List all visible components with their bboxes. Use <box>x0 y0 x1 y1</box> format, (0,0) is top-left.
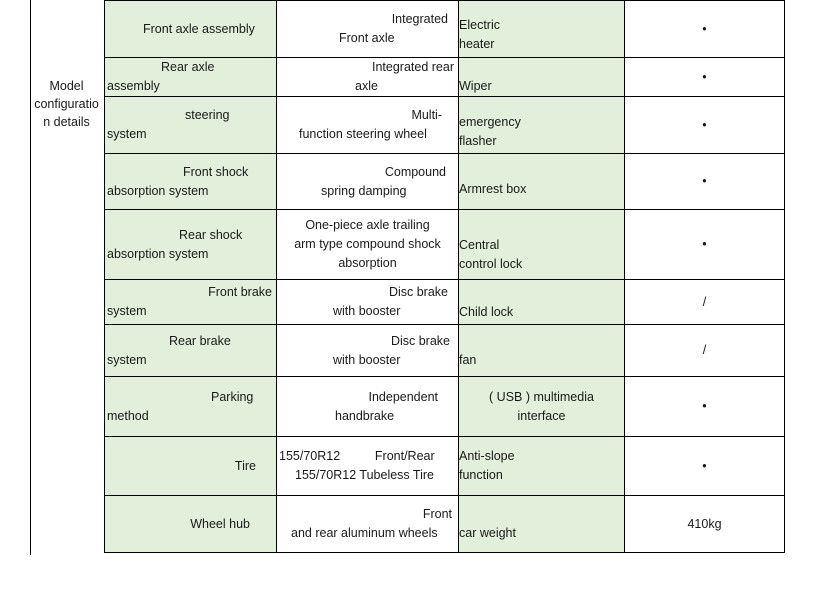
component-line: Front brake <box>208 285 272 299</box>
table-row <box>105 1 785 58</box>
component-cell <box>105 377 277 437</box>
feature-cell <box>459 496 625 553</box>
component-line: system <box>107 127 147 141</box>
spec-line: Disc brake <box>390 333 450 348</box>
feature-line: ( USB ) multimedia <box>489 389 594 404</box>
spec-line: One-piece axle trailing <box>305 218 430 232</box>
spec-line: Front axle <box>339 31 395 45</box>
spec-line: Multi- <box>411 108 442 122</box>
spec-line: Integrated rear <box>372 60 454 74</box>
table-row <box>105 496 785 553</box>
value-cell: • <box>625 97 785 154</box>
spec-cell <box>277 377 459 437</box>
component-cell <box>105 210 277 280</box>
section-label-line: n details <box>43 115 90 129</box>
spec-cell <box>277 437 459 496</box>
feature-cell <box>459 280 625 325</box>
spec-cell <box>277 97 459 154</box>
feature-line: Electric <box>459 18 500 32</box>
feature-line: function <box>459 468 503 482</box>
spec-line: spring damping <box>321 183 407 198</box>
value-cell: / <box>625 280 785 325</box>
component-cell <box>105 280 277 325</box>
feature-line: Armrest box <box>459 182 527 196</box>
feature-cell <box>459 210 625 280</box>
feature-line: fan <box>459 353 477 367</box>
feature-line: Central <box>459 237 500 252</box>
table-row <box>105 58 785 97</box>
section-label <box>31 77 102 131</box>
spec-cell <box>277 280 459 325</box>
configuration-table <box>104 0 785 553</box>
feature-cell <box>459 325 625 377</box>
feature-line: Wiper <box>459 78 492 93</box>
feature-line: interface <box>517 408 566 423</box>
value-cell: • <box>625 58 785 97</box>
component-line: Parking <box>211 389 254 404</box>
spec-line: absorption <box>338 256 397 270</box>
component-line: Rear axle <box>161 60 215 74</box>
spec-line: Integrated <box>391 12 448 26</box>
component-line: Rear brake <box>169 333 231 348</box>
table-row <box>105 154 785 210</box>
feature-line: emergency <box>459 115 521 129</box>
value-cell: • <box>625 210 785 280</box>
spec-cell <box>277 154 459 210</box>
component-line: system <box>107 304 147 318</box>
spec-line: function steering wheel <box>299 127 427 141</box>
table-row <box>105 210 785 280</box>
table-row <box>105 437 785 496</box>
feature-line: flasher <box>459 134 497 148</box>
component-line: absorption system <box>107 183 209 198</box>
component-line: steering <box>185 108 230 122</box>
spec-line: arm type compound shock <box>294 237 441 251</box>
feature-cell <box>459 97 625 154</box>
component-cell <box>105 325 277 377</box>
table-row <box>105 97 785 154</box>
component-cell <box>105 154 277 210</box>
component-line: Front shock <box>183 164 249 179</box>
feature-cell <box>459 154 625 210</box>
component-line: absorption system <box>107 246 209 261</box>
spec-line: and rear aluminum wheels <box>291 526 438 540</box>
spec-cell <box>277 325 459 377</box>
feature-cell <box>459 58 625 97</box>
component-cell <box>105 97 277 154</box>
component-line: method <box>107 408 149 423</box>
value-cell: • <box>625 154 785 210</box>
table-row <box>105 325 785 377</box>
feature-line: heater <box>459 37 495 51</box>
feature-line: Anti-slope <box>459 449 515 463</box>
spec-line: axle <box>355 79 378 93</box>
section-label-line: configuratio <box>34 97 99 111</box>
spec-cell <box>277 1 459 58</box>
spec-line: 155/70R12 Tubeless Tire <box>295 468 434 482</box>
component-line: system <box>107 352 147 367</box>
feature-cell <box>459 1 625 58</box>
value-cell: • <box>625 377 785 437</box>
table-row <box>105 280 785 325</box>
value-cell: 410kg <box>625 496 785 553</box>
spec-line: Front <box>422 507 452 521</box>
table-row <box>105 377 785 437</box>
component-cell <box>105 1 277 58</box>
feature-line: Child lock <box>459 304 514 319</box>
component-line: assembly <box>107 79 160 93</box>
spec-line: Independent <box>368 389 438 404</box>
spec-line: Disc brake <box>388 285 448 299</box>
section-label-line: Model <box>49 79 84 93</box>
feature-cell <box>459 377 625 437</box>
spec-line: 155/70R12 Front/Rear <box>279 449 435 463</box>
component-text: Tire <box>234 458 256 473</box>
value-cell: • <box>625 437 785 496</box>
spec-cell <box>277 58 459 97</box>
value-cell: • <box>625 1 785 58</box>
spec-cell <box>277 496 459 553</box>
feature-cell <box>459 437 625 496</box>
component-cell <box>105 496 277 553</box>
component-cell <box>105 58 277 97</box>
spec-cell <box>277 210 459 280</box>
value-cell: / <box>625 325 785 377</box>
spec-line: with booster <box>333 352 401 367</box>
component-line: Rear shock <box>179 227 243 242</box>
component-cell <box>105 437 277 496</box>
spec-line: with booster <box>333 304 401 318</box>
component-text: Wheel hub <box>190 516 250 531</box>
component-text: Front axle assembly <box>143 21 255 36</box>
spec-line: Compound <box>384 164 446 179</box>
feature-line: car weight <box>459 525 516 540</box>
spec-line: handbrake <box>335 408 395 423</box>
feature-line: control lock <box>459 256 523 271</box>
